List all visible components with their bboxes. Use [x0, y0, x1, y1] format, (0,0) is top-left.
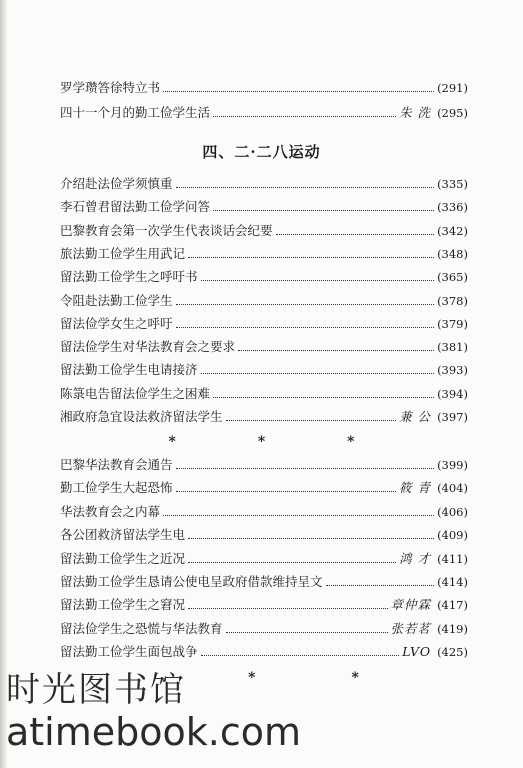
dot-leader	[226, 419, 397, 421]
toc-entry	[60, 244, 468, 264]
toc-entry	[60, 337, 468, 357]
toc-entry-title: 留法勤工俭学生电请接济	[60, 362, 198, 378]
toc-entry-page-number: (397)	[437, 410, 468, 424]
section-heading: 四、二·二八运动	[202, 143, 321, 161]
toc-entry	[60, 78, 468, 98]
toc-entry-title: 留法勤工俭学生之呼吁书	[60, 269, 198, 285]
toc-entry-title: 罗学瓒答徐特立书	[60, 80, 161, 95]
toc-entry-author: 筱 青	[399, 480, 432, 496]
dot-leader	[163, 514, 434, 516]
toc-entry-page-number: (411)	[437, 551, 468, 566]
toc-entry-title: 勤工俭学生大起恐怖	[60, 480, 173, 496]
toc-entry	[60, 642, 468, 662]
toc-entry	[60, 407, 468, 427]
toc-entry-author: 章仲霖	[390, 597, 432, 613]
dot-leader	[213, 396, 434, 398]
toc-entry-title: 华法教育会之内幕	[60, 503, 161, 519]
dot-leader	[163, 90, 434, 92]
dot-leader	[176, 467, 435, 469]
dot-leader	[238, 349, 434, 351]
page-binding-shadow	[0, 0, 8, 768]
toc-entry-page-number: (342)	[437, 223, 468, 238]
toc-entry-author: LVO	[402, 644, 432, 660]
dot-leader	[201, 654, 400, 656]
toc-entry-page-number: (414)	[437, 575, 468, 589]
separator-asterisks	[0, 434, 523, 450]
dot-leader	[226, 631, 388, 633]
toc-entry-page-number: (335)	[437, 177, 468, 191]
toc-entry-title: 令阻赴法勤工俭学生	[60, 292, 173, 308]
toc-entry-page-number: (409)	[437, 528, 468, 543]
toc-entry-page-number: (365)	[437, 270, 468, 285]
toc-entry	[60, 619, 468, 639]
dot-leader	[176, 326, 435, 328]
dot-leader	[201, 279, 435, 281]
toc-entry-title: 各公团救济留法学生电	[60, 527, 186, 543]
toc-entry	[60, 314, 468, 334]
toc-entry-page-number: (295)	[437, 106, 468, 120]
separator-mark: *	[257, 434, 266, 450]
toc-entry-page-number: (348)	[437, 246, 468, 261]
dot-leader	[176, 186, 435, 188]
dot-leader	[188, 537, 434, 539]
toc-entry-page-number: (425)	[437, 645, 468, 660]
toc-entry-title: 留法勤工俭学生面包战争	[60, 644, 198, 660]
dot-leader	[201, 372, 435, 374]
toc-entry	[60, 174, 468, 194]
watermark-url: atimebook.com	[6, 710, 302, 754]
toc-entry-title: 李石曾君留法勤工俭学问答	[60, 199, 211, 215]
toc-entry	[60, 478, 468, 498]
toc-entry-page-number: (336)	[437, 200, 468, 215]
toc-entry	[60, 291, 468, 311]
toc-entry-title: 留法勤工俭学生之窘况	[60, 597, 186, 613]
toc-entry-author: 朱 洗	[399, 105, 432, 120]
toc-entry-page-number: (393)	[437, 363, 468, 378]
toc-entry	[60, 384, 468, 404]
toc-entry-title: 留法勤工俭学生恳请公使电呈政府借款维持呈文	[60, 574, 323, 589]
toc-entry	[60, 502, 468, 522]
toc-entry-title: 旅法勤工俭学生用武记	[60, 245, 186, 261]
toc-entry-title: 留法俭学生对华法教育会之要求	[60, 339, 236, 355]
dot-leader	[276, 233, 435, 235]
toc-entry	[60, 221, 468, 241]
toc-entry-title: 介绍赴法俭学须慎重	[60, 176, 173, 191]
toc-entry	[60, 197, 468, 217]
toc-entry-author: 兼 公	[399, 409, 432, 424]
toc-entry-page-number: (381)	[437, 340, 468, 355]
toc-entry-page-number: (394)	[437, 386, 468, 401]
toc-entry-author: 张若茗	[390, 620, 432, 636]
separator-mark: *	[351, 670, 359, 686]
watermark-name: 时光图书馆	[6, 670, 186, 710]
dot-leader	[188, 607, 388, 609]
toc-entry-page-number: (417)	[437, 598, 468, 613]
dot-leader	[176, 490, 397, 492]
toc-entry-title: 巴黎华法教育会通告	[60, 457, 173, 472]
separator-mark: *	[168, 434, 176, 450]
toc-entry-title: 四十一个月的勤工俭学生活	[60, 105, 211, 120]
toc-entry-title: 湘政府急宜设法救济留法学生	[60, 409, 223, 424]
toc-entry-page-number: (291)	[437, 81, 468, 95]
separator-mark: *	[347, 434, 355, 450]
toc-entry	[60, 267, 468, 287]
toc-entry	[60, 549, 468, 569]
toc-entry-page-number: (399)	[437, 458, 468, 472]
toc-entry-page-number: (406)	[437, 504, 468, 519]
separator-mark: *	[248, 670, 256, 686]
toc-entry	[60, 525, 468, 545]
dot-leader	[213, 115, 396, 117]
toc-entry-page-number: (379)	[437, 316, 468, 331]
dot-leader	[188, 561, 396, 563]
dot-leader	[188, 256, 434, 258]
toc-entry-title: 留法勤工俭学生之近况	[60, 550, 186, 566]
toc-entry	[60, 595, 468, 615]
dot-leader	[326, 584, 435, 586]
toc-entry	[60, 103, 468, 123]
toc-entry-page-number: (378)	[437, 293, 468, 308]
toc-entry-author: 鸿 才	[399, 550, 432, 566]
toc-entry	[60, 360, 468, 380]
toc-entry-page-number: (404)	[437, 481, 468, 496]
toc-entry	[60, 455, 468, 475]
toc-entry-title: 留法俭学女生之呼吁	[60, 315, 173, 331]
dot-leader	[213, 209, 434, 211]
toc-entry-title: 留法俭学生之恐慌与华法教育	[60, 620, 223, 636]
toc-entry	[60, 572, 468, 592]
toc-entry-title: 巴黎教育会第一次学生代表谈话会纪要	[60, 222, 273, 238]
toc-entry-page-number: (419)	[437, 621, 468, 636]
toc-entry-title: 陈箓电告留法俭学生之困难	[60, 385, 211, 401]
dot-leader	[176, 303, 435, 305]
